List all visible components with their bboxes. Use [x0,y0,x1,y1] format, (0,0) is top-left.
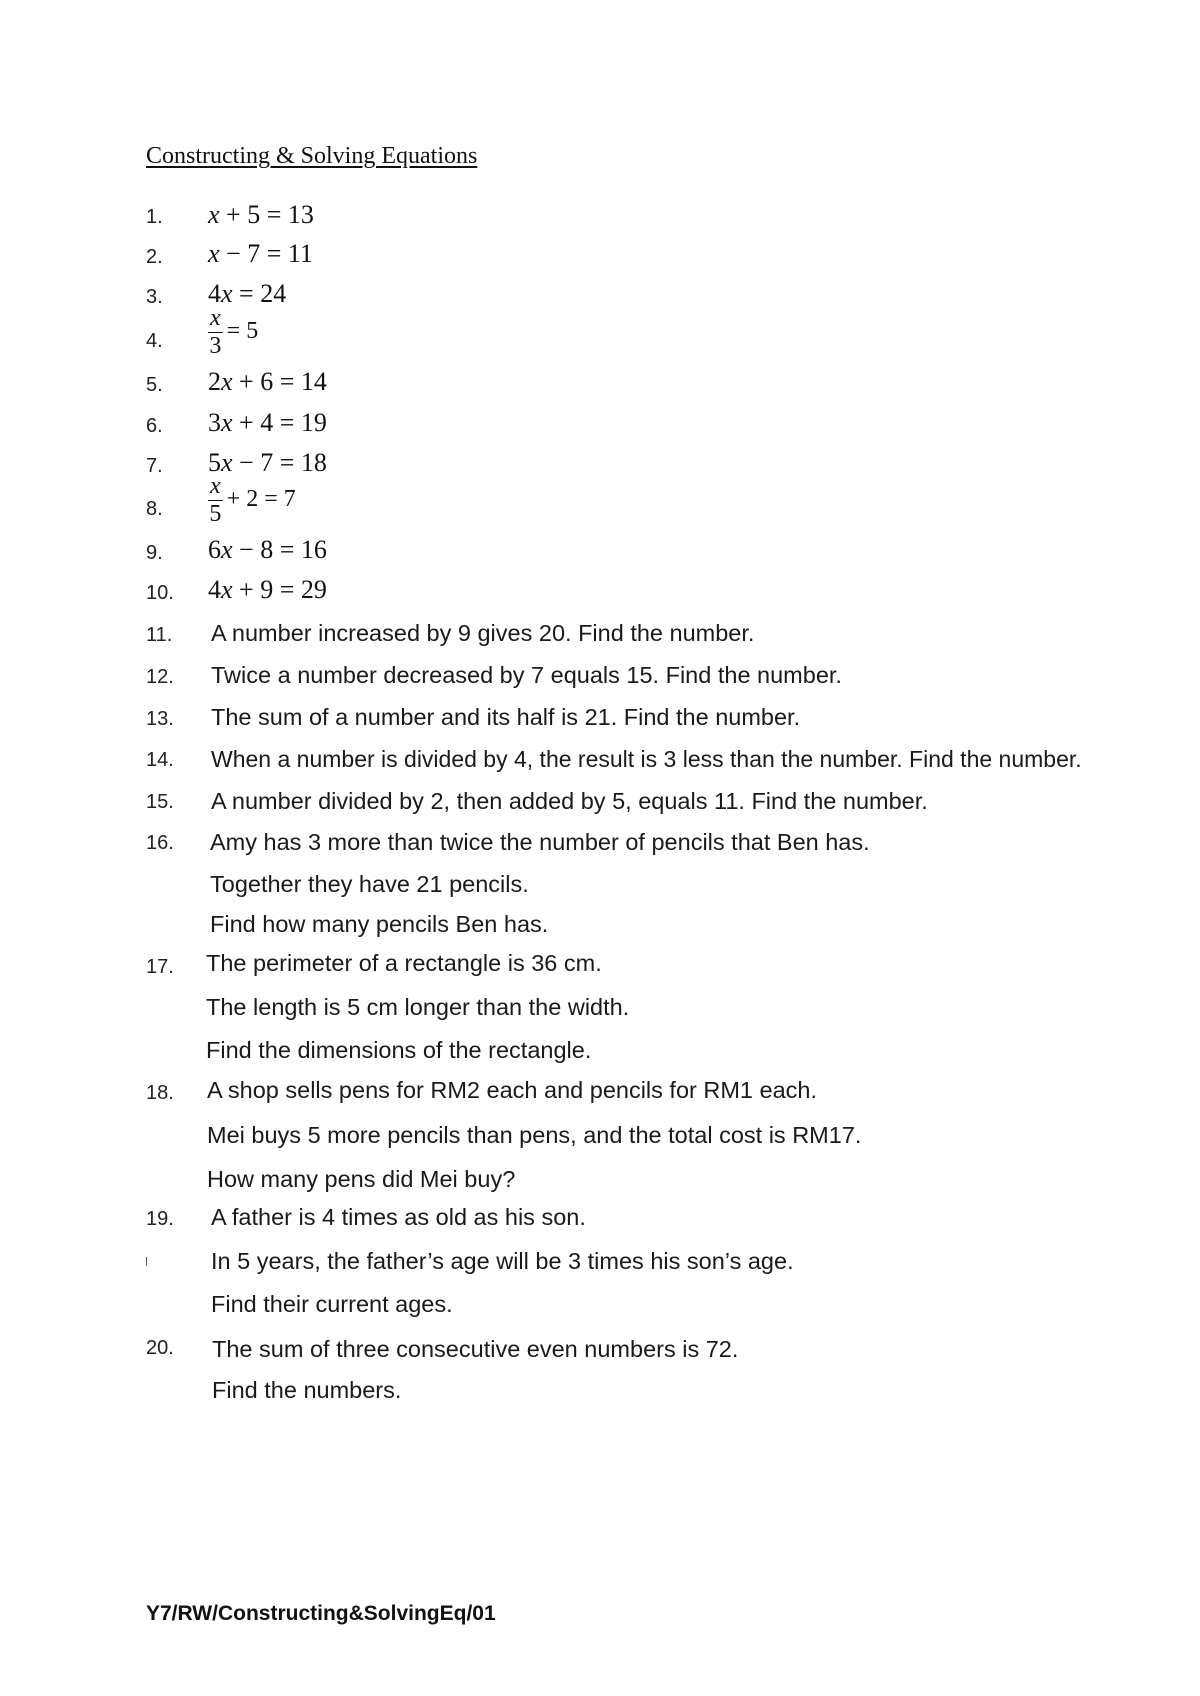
variable: x [208,200,220,229]
fraction-numerator: x [208,306,223,333]
question-text-line-2: The length is 5 cm longer than the width. [206,994,630,1020]
question-text: When a number is divided by 4, the result is 3 less than the number. Find the number. [211,746,1082,772]
equation-rest: = 5 [226,318,259,345]
variable: x [208,239,220,268]
fraction [208,474,223,527]
question-text: Twice a number decreased by 7 equals 15. Find the number. [211,662,842,688]
question-number: 8. [146,498,163,520]
variable: x [221,408,233,437]
coefficient: 6 [208,535,221,564]
question-number: 11. [146,624,173,646]
question-number: 19. [146,1208,174,1230]
question-number: 17. [146,956,174,978]
question-text: The sum of a number and its half is 21. Find the number. [211,704,801,730]
question-number: 7. [146,455,163,477]
question-text-line-1: The perimeter of a rectangle is 36 cm. [206,950,602,976]
question-text-line-3: Find the dimensions of the rectangle. [206,1037,592,1063]
variable: x [221,535,233,564]
equation [208,577,327,603]
question-number: 10. [146,582,174,604]
fraction-denominator: 3 [209,333,222,360]
equation-rest: − 7 = 11 [219,239,313,268]
question-number: 2. [146,246,163,268]
question-text-line-3: How many pens did Mei buy? [207,1166,516,1192]
question-number: 15. [146,791,174,813]
coefficient: 4 [208,575,221,604]
question-number: 5. [146,374,163,396]
equation-rest: − 7 = 18 [232,448,327,477]
equation-rest: + 9 = 29 [232,575,327,604]
coefficient: 4 [208,279,221,308]
question-number: 18. [146,1082,174,1104]
fraction-denominator: 5 [209,501,222,528]
equation [208,474,296,527]
question-number: 9. [146,542,163,564]
variable: x [221,448,233,477]
question-text-line-1: The sum of three consecutive even numbers is 72. [212,1336,739,1362]
stray-mark [146,1257,147,1266]
equation-rest: + 5 = 13 [219,200,314,229]
question-text-line-2: Together they have 21 pencils. [210,871,529,897]
page-title: Constructing & Solving Equations [146,143,478,169]
question-text: A number increased by 9 gives 20. Find the number. [211,620,755,646]
equation [208,450,327,476]
question-text-line-3: Find how many pencils Ben has. [210,911,549,937]
question-number: 1. [146,206,163,228]
equation-rest: + 2 = 7 [226,486,296,513]
question-text: A number divided by 2, then added by 5, equals 11. Find the number. [211,788,928,814]
question-text-line-2: Mei buys 5 more pencils than pens, and the total cost is RM17. [207,1122,862,1148]
coefficient: 3 [208,408,221,437]
question-text-line-1: Amy has 3 more than twice the number of pencils that Ben has. [210,829,870,855]
equation-rest: = 24 [232,279,287,308]
coefficient: 5 [208,448,221,477]
equation [208,537,327,563]
question-number: 20. [146,1337,174,1359]
variable: x [221,367,233,396]
question-text-line-1: A shop sells pens for RM2 each and pencils for RM1 each. [207,1077,818,1103]
variable: x [221,279,233,308]
question-number: 3. [146,286,163,308]
fraction [208,306,223,359]
equation [208,202,314,228]
variable: x [221,575,233,604]
question-text-line-2: In 5 years, the father’s age will be 3 times his son’s age. [211,1248,794,1274]
question-number: 12. [146,666,174,688]
equation [208,369,327,395]
question-number: 16. [146,832,174,854]
equation-rest: − 8 = 16 [232,535,327,564]
question-text-line-1: A father is 4 times as old as his son. [211,1204,586,1230]
question-number: 14. [146,749,174,771]
question-number: 6. [146,415,163,437]
equation [208,281,286,307]
equation [208,410,327,436]
question-text-line-3: Find their current ages. [211,1291,453,1317]
equation-rest: + 6 = 14 [232,367,327,396]
coefficient: 2 [208,367,221,396]
question-number: 13. [146,708,174,730]
question-text-line-2: Find the numbers. [212,1377,402,1403]
equation-rest: + 4 = 19 [232,408,327,437]
question-number: 4. [146,330,163,352]
equation [208,241,313,267]
equation [208,306,258,359]
document-code-footer: Y7/RW/Constructing&SolvingEq/01 [146,1602,496,1625]
fraction-numerator: x [208,474,223,501]
